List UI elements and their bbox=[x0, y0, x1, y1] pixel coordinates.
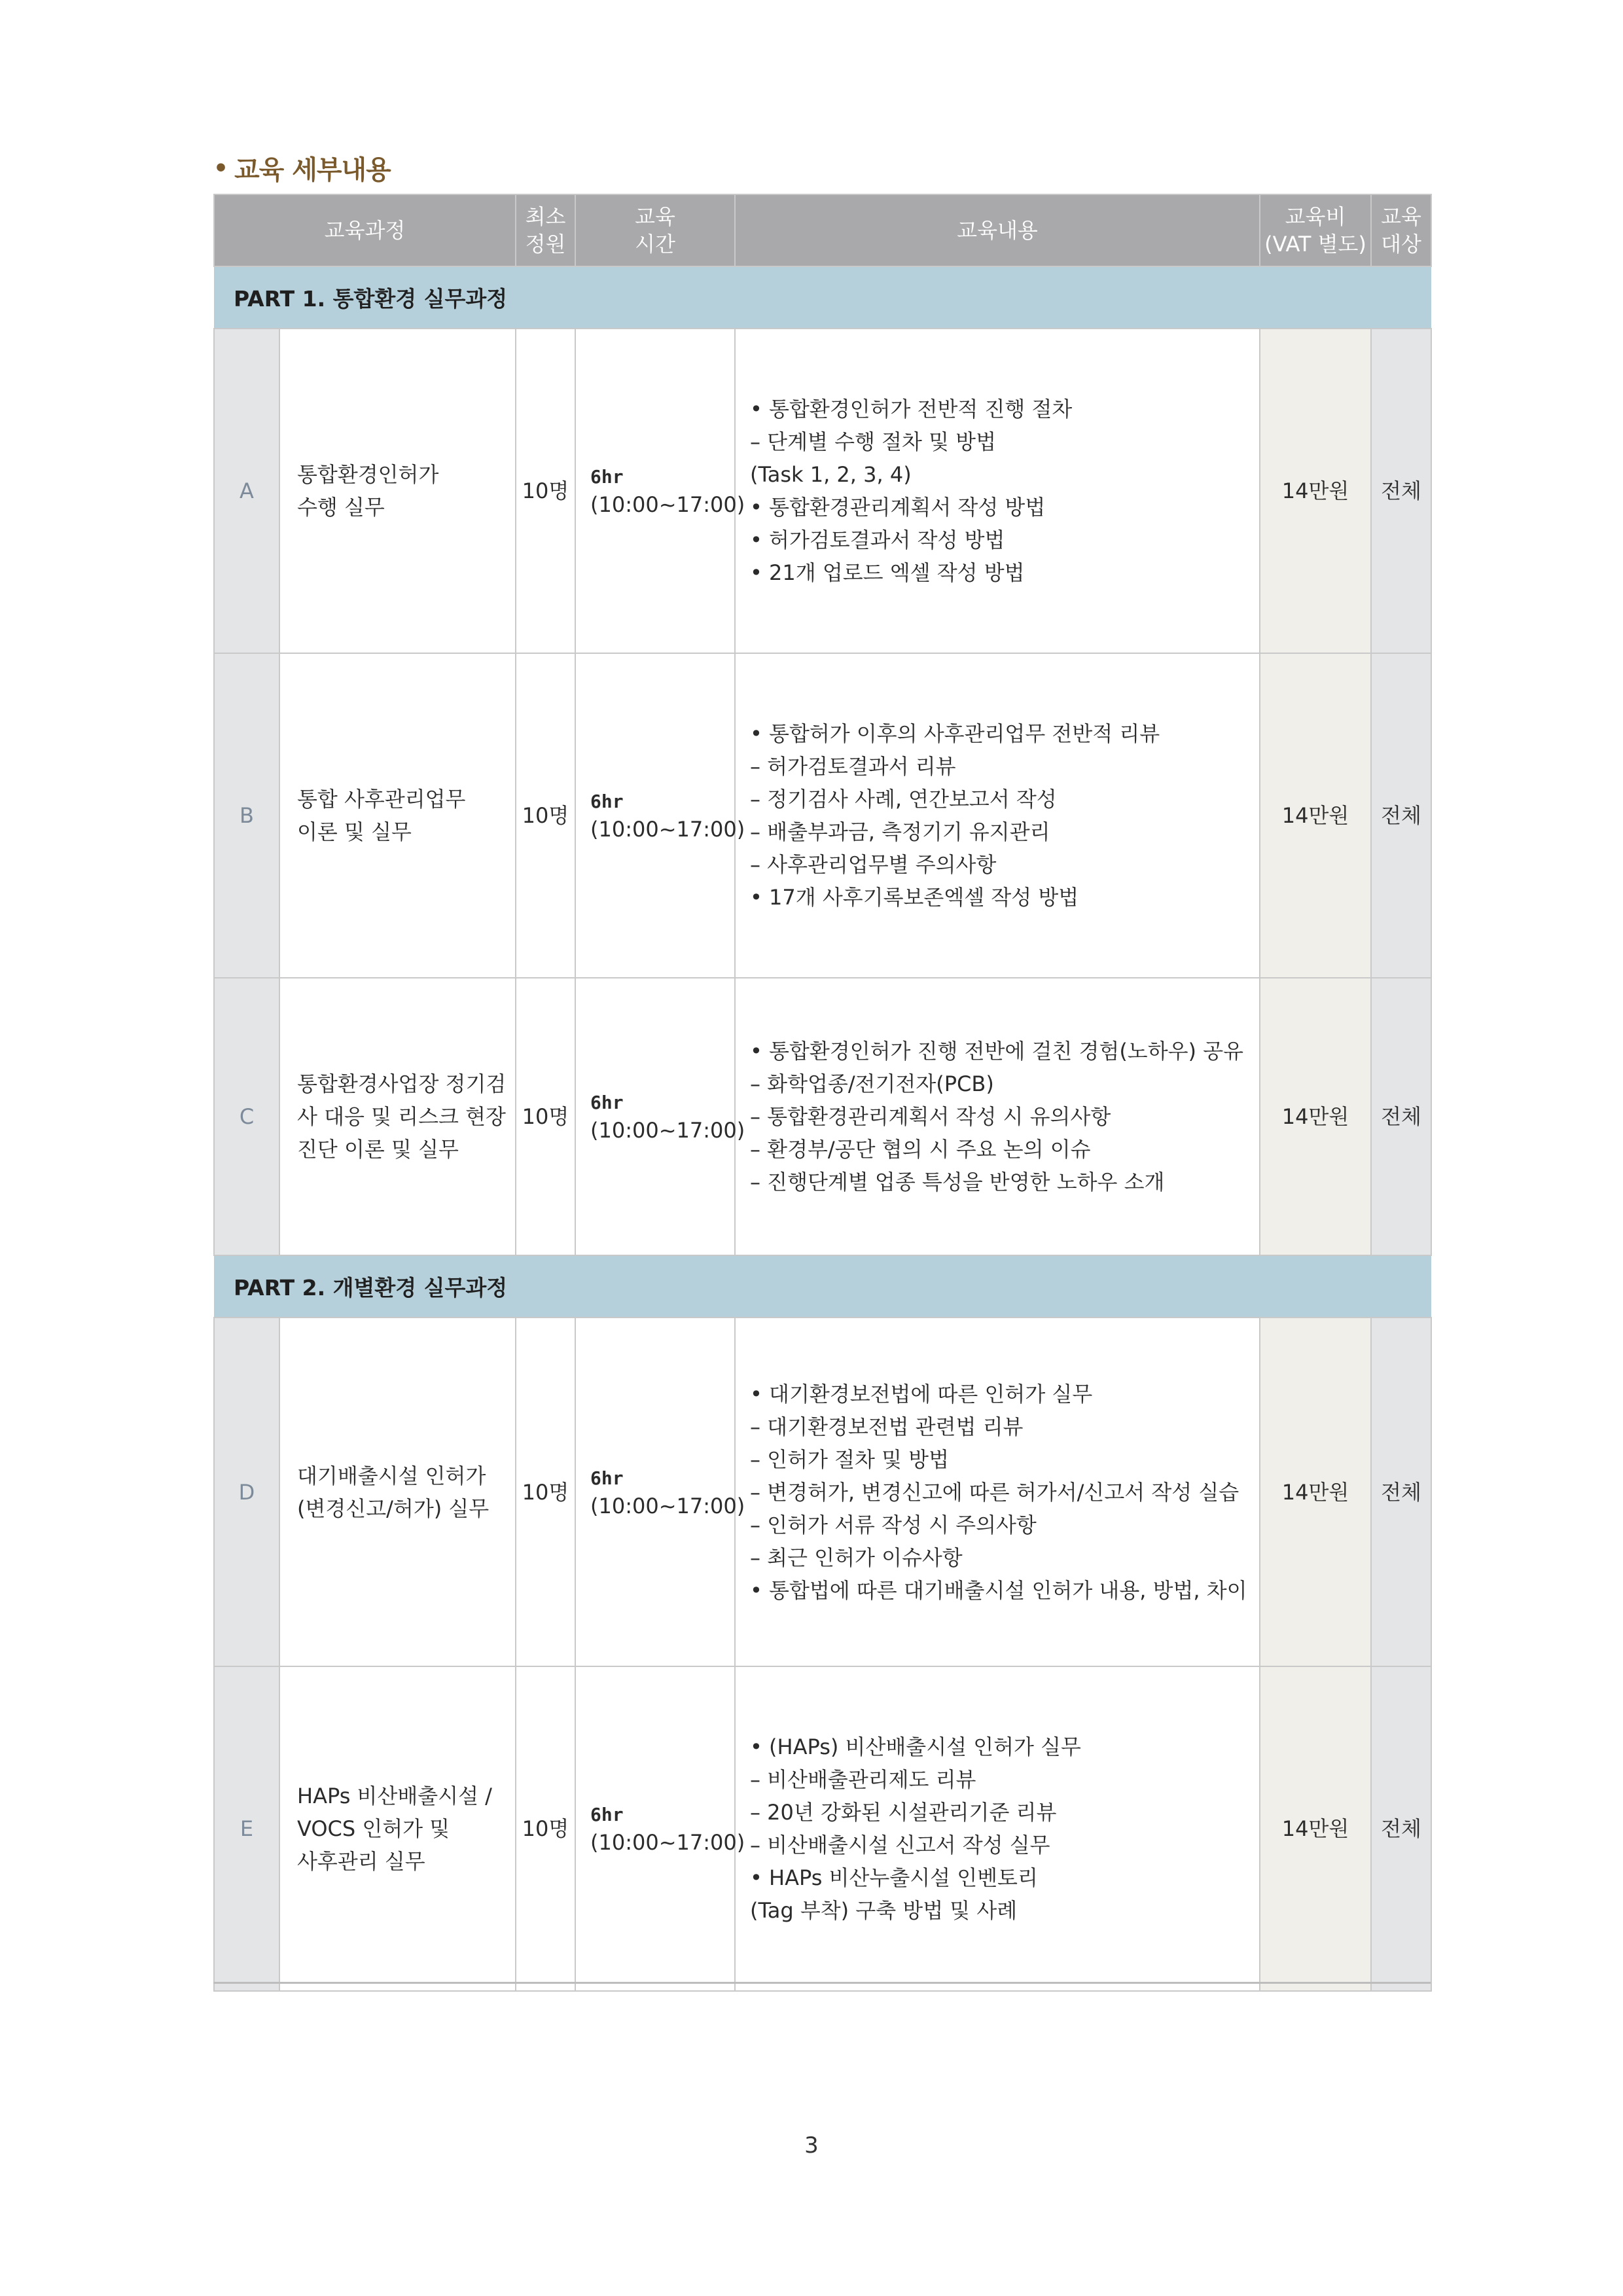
course-name-line: 사 대응 및 리스크 현장 bbox=[297, 1104, 506, 1129]
course-name bbox=[279, 978, 516, 1255]
content-line: – 20년 강화된 시설관리기준 리뷰 bbox=[750, 1800, 1057, 1825]
part-row bbox=[214, 1255, 1431, 1318]
course-name-line: VOCS 인허가 및 bbox=[297, 1816, 450, 1841]
course-row-b bbox=[214, 653, 1431, 978]
header-time-line2: 시간 bbox=[635, 232, 675, 257]
content-line: (Task 1, 2, 3, 4) bbox=[750, 462, 912, 487]
course-name-line: 통합 사후관리업무 bbox=[297, 787, 466, 812]
header-course: 교육과정 bbox=[214, 194, 516, 266]
course-name-line: 이론 및 실무 bbox=[297, 819, 412, 844]
fee: 14만원 bbox=[1260, 1318, 1371, 1666]
row-letter: C bbox=[214, 978, 279, 1255]
time-cell bbox=[575, 1666, 745, 1991]
capacity: 10명 bbox=[516, 978, 575, 1255]
time-range: (10:00~17:00) bbox=[590, 1830, 745, 1855]
content-cell bbox=[735, 1666, 1260, 1991]
content-line: – 정기검사 사례, 연간보고서 작성 bbox=[750, 787, 1057, 812]
content-line: • 21개 업로드 엑셀 작성 방법 bbox=[750, 560, 1025, 585]
content-line: • 통합환경관리계획서 작성 방법 bbox=[750, 495, 1046, 520]
target: 전체 bbox=[1371, 978, 1431, 1255]
content-line: – 화학업종/전기전자(PCB) bbox=[750, 1071, 994, 1096]
content-line: • 통합환경인허가 전반적 진행 절차 bbox=[750, 397, 1073, 422]
content-line: • 허가검토결과서 작성 방법 bbox=[750, 528, 1005, 552]
content-line: – 비산배출관리제도 리뷰 bbox=[750, 1767, 976, 1792]
content-line: – 변경허가, 변경신고에 따른 허가서/신고서 작성 실습 bbox=[750, 1479, 1240, 1505]
row-letter: E bbox=[214, 1666, 279, 1991]
row-letter: D bbox=[214, 1318, 279, 1666]
header-fee bbox=[1260, 194, 1371, 266]
content-cell bbox=[735, 329, 1260, 653]
part-title: PART 2. 개별환경 실무과정 bbox=[214, 1255, 1431, 1318]
section-heading bbox=[213, 149, 391, 187]
content-cell bbox=[735, 1318, 1260, 1666]
target: 전체 bbox=[1371, 1318, 1431, 1666]
part-row bbox=[214, 266, 1431, 329]
time-hours: 6hr bbox=[590, 1467, 624, 1489]
time-hours: 6hr bbox=[590, 1092, 624, 1113]
header-content: 교육내용 bbox=[735, 194, 1260, 266]
content-line: • HAPs 비산누출시설 인벤토리 bbox=[750, 1865, 1038, 1890]
content-cell bbox=[735, 653, 1260, 978]
time-cell bbox=[575, 329, 745, 653]
content-line: – 최근 인허가 이슈사항 bbox=[750, 1545, 963, 1570]
capacity: 10명 bbox=[516, 1666, 575, 1991]
course-name-line: 사후관리 실무 bbox=[297, 1849, 425, 1874]
content-cell bbox=[735, 978, 1260, 1255]
content-line: – 허가검토결과서 리뷰 bbox=[750, 754, 956, 779]
header-fee-line2: (VAT 별도) bbox=[1264, 232, 1366, 257]
content-line: – 사후관리업무별 주의사항 bbox=[750, 852, 997, 877]
capacity: 10명 bbox=[516, 653, 575, 978]
part-title: PART 1. 통합환경 실무과정 bbox=[214, 266, 1431, 329]
education-detail-table bbox=[213, 194, 1432, 1992]
header-time bbox=[575, 194, 735, 266]
course-name-line: HAPs 비산배출시설 / bbox=[297, 1784, 492, 1808]
capacity: 10명 bbox=[516, 1318, 575, 1666]
course-row-e bbox=[214, 1666, 1431, 1991]
fee: 14만원 bbox=[1260, 653, 1371, 978]
page-number: 3 bbox=[804, 2132, 819, 2159]
time-range: (10:00~17:00) bbox=[590, 817, 745, 842]
time-cell bbox=[575, 1318, 745, 1666]
fee: 14만원 bbox=[1260, 329, 1371, 653]
heading-bullet: • bbox=[213, 155, 228, 182]
header-capacity-line1: 최소 bbox=[525, 204, 566, 229]
course-row-a bbox=[214, 329, 1431, 653]
content-line: • 통합법에 따른 대기배출시설 인허가 내용, 방법, 차이 bbox=[750, 1577, 1247, 1603]
header-fee-line1: 교육비 bbox=[1285, 204, 1346, 229]
time-cell bbox=[575, 653, 745, 978]
fee: 14만원 bbox=[1260, 1666, 1371, 1991]
course-row-c bbox=[214, 978, 1431, 1255]
content-line: – 인허가 서류 작성 시 주의사항 bbox=[750, 1512, 1037, 1537]
time-hours: 6hr bbox=[590, 466, 624, 488]
time-cell bbox=[575, 978, 745, 1255]
course-name-line: (변경신고/허가) 실무 bbox=[297, 1496, 490, 1521]
content-line: – 대기환경보전법 관련법 리뷰 bbox=[750, 1414, 1024, 1439]
header-time-line1: 교육 bbox=[635, 204, 675, 229]
course-name-line: 통합환경인허가 bbox=[297, 462, 439, 487]
row-letter: B bbox=[214, 653, 279, 978]
time-range: (10:00~17:00) bbox=[590, 1118, 745, 1143]
course-name bbox=[279, 1318, 516, 1666]
course-name-line: 수행 실무 bbox=[297, 495, 385, 520]
header-target bbox=[1371, 194, 1431, 266]
course-name-line: 대기배출시설 인허가 bbox=[297, 1463, 486, 1488]
course-row-d bbox=[214, 1318, 1431, 1666]
header-row bbox=[214, 194, 1431, 266]
course-name-line: 진단 이론 및 실무 bbox=[297, 1137, 459, 1162]
time-range: (10:00~17:00) bbox=[590, 1493, 745, 1518]
content-line: – 비산배출시설 신고서 작성 실무 bbox=[750, 1833, 1050, 1857]
content-line: • 17개 사후기록보존엑셀 작성 방법 bbox=[750, 885, 1079, 910]
header-capacity-line2: 정원 bbox=[525, 232, 566, 257]
header-capacity bbox=[516, 194, 575, 266]
fee: 14만원 bbox=[1260, 978, 1371, 1255]
header-target-line1: 교육 bbox=[1381, 204, 1421, 229]
header-target-line2: 대상 bbox=[1381, 232, 1421, 257]
content-line: – 인허가 절차 및 방법 bbox=[750, 1446, 949, 1472]
course-name bbox=[279, 329, 516, 653]
capacity: 10명 bbox=[516, 329, 575, 653]
content-line: (Tag 부착) 구축 방법 및 사례 bbox=[750, 1898, 1018, 1923]
time-hours: 6hr bbox=[590, 1804, 624, 1825]
target: 전체 bbox=[1371, 653, 1431, 978]
content-line: • 통합허가 이후의 사후관리업무 전반적 리뷰 bbox=[750, 721, 1160, 746]
content-line: • 통합환경인허가 진행 전반에 걸친 경험(노하우) 공유 bbox=[750, 1039, 1244, 1064]
row-letter: A bbox=[214, 329, 279, 653]
course-name bbox=[279, 1666, 516, 1991]
course-name-line: 통합환경사업장 정기검 bbox=[297, 1071, 507, 1096]
content-line: • (HAPs) 비산배출시설 인허가 실무 bbox=[750, 1734, 1081, 1759]
table-bottom-rule bbox=[213, 1982, 1431, 1984]
time-range: (10:00~17:00) bbox=[590, 492, 745, 517]
target: 전체 bbox=[1371, 329, 1431, 653]
content-line: – 배출부과금, 측정기기 유지관리 bbox=[750, 819, 1050, 844]
content-line: – 통합환경관리계획서 작성 시 유의사항 bbox=[750, 1104, 1111, 1129]
course-name bbox=[279, 653, 516, 978]
content-line: • 대기환경보전법에 따른 인허가 실무 bbox=[750, 1381, 1093, 1407]
heading-title: 교육 세부내용 bbox=[234, 155, 391, 185]
content-line: – 환경부/공단 협의 시 주요 논의 이슈 bbox=[750, 1137, 1091, 1162]
content-line: – 진행단계별 업종 특성을 반영한 노하우 소개 bbox=[750, 1170, 1165, 1194]
content-line: – 단계별 수행 절차 및 방법 bbox=[750, 429, 996, 454]
target: 전체 bbox=[1371, 1666, 1431, 1991]
time-hours: 6hr bbox=[590, 791, 624, 812]
